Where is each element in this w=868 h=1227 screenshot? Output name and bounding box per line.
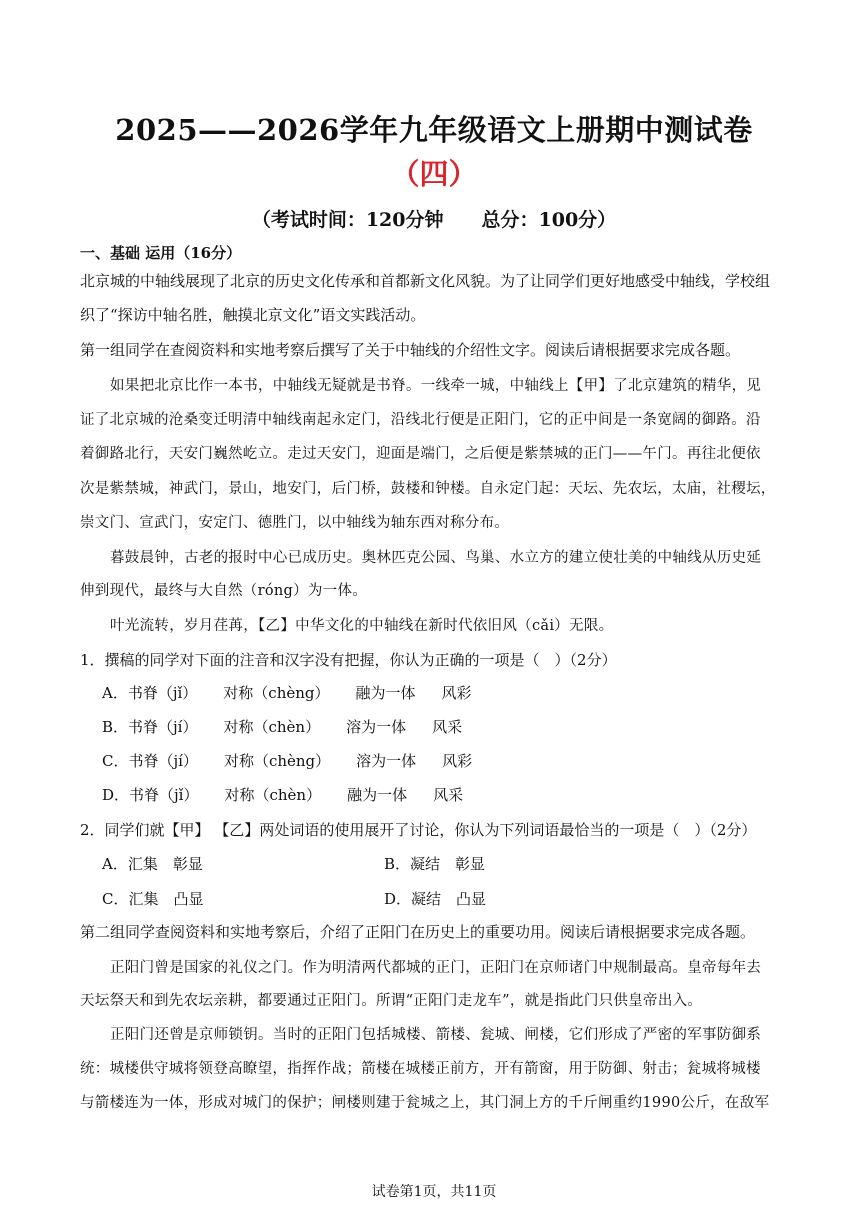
- passage3-line: 叶光流转，岁月荏苒，【乙】中华文化的中轴线在新时代依旧风（cǎi）无限。: [110, 618, 614, 634]
- intro-line-1: 北京城的中轴线展现了北京的历史文化传承和首都新文化风貌。为了让同学们更好地感受中轴线，学校组: [80, 272, 771, 290]
- passage4-line: 天坛祭天和到先农坛亲耕，都要通过正阳门。所谓“正阳门走龙车”，就是指此门只供皇帝出入。: [80, 993, 703, 1009]
- exam-title: 2025——2026学年九年级语文上册期中测试卷: [115, 113, 753, 147]
- section-heading: 一、基础 运用（16分）: [80, 244, 242, 262]
- question-2-stem: 2．同学们就【甲】 【乙】两处词语的使用展开了讨论，你认为下列词语最恰当的一项是（ ）（2分）: [80, 821, 757, 839]
- passage5-line: 正阳门还曾是京师锁钥。当时的正阳门包括城楼、箭楼、瓮城、闸楼，它们形成了严密的军事防御系: [110, 1027, 762, 1043]
- exam-time: （考试时间：120分钟: [251, 209, 444, 231]
- passage2-line: 暮鼓晨钟，古老的报时中心已成历史。奥林匹克公园、鸟巢、水立方的建立使壮美的中轴线从历史延: [110, 550, 762, 566]
- passage5-line: 统：城楼供守城将领登高瞭望，指挥作战；箭楼在城楼正前方，开有箭窗，用于防御、射击；瓮城将城楼: [80, 1061, 761, 1077]
- question-1-option-a: A．书脊（jǐ） 对称（chèng） 融为一体 风彩: [102, 684, 472, 702]
- passage1-line: 着御路北行，天安门巍然屹立。走过天安门，迎面是端门，之后便是紫禁城的正门——午门。再往北便依: [80, 446, 761, 462]
- exam-subtitle: （四）: [390, 157, 478, 191]
- passage5-line: 与箭楼连为一体，形成对城门的保护；闸楼则建于瓮城之上，其门洞上方的千斤闸重约1990公斤，在敌军: [80, 1095, 770, 1111]
- question-2-option-d: D．凝结 凸显: [384, 890, 487, 908]
- passage1-line: 证了北京城的沧桑变迁明清中轴线南起永定门，沿线北行便是正阳门，它的正中间是一条宽阔的御路。沿: [80, 412, 761, 428]
- question-1-option-d: D．书脊（jǐ） 对称（chèn） 融为一体 风采: [102, 786, 464, 804]
- question-2-option-a: A．汇集 彰显: [102, 855, 203, 873]
- passage1-line: 如果把北京比作一本书，中轴线无疑就是书脊。一线牵一城，中轴线上【甲】了北京建筑的精华，见: [110, 378, 762, 394]
- question-1-option-c: C．书脊（jí） 对称（chèng） 溶为一体 风彩: [102, 752, 473, 770]
- group1-instruction: 第一组同学在查阅资料和实地考察后撰写了关于中轴线的介绍性文字。阅读后请根据要求完成各题。: [80, 341, 741, 359]
- group2-instruction: 第二组同学查阅资料和实地考察后，介绍了正阳门在历史上的重要功用。阅读后请根据要求完成各题。: [80, 923, 756, 941]
- question-2-option-b: B．凝结 彰显: [384, 855, 486, 873]
- exam-score: 总分：100分）: [481, 209, 617, 231]
- passage4-line: 正阳门曾是国家的礼仪之门。作为明清两代都城的正门，正阳门在京师诸门中规制最高。皇帝每年去: [110, 960, 762, 976]
- passage1-line: 崇文门、宣武门，安定门、德胜门，以中轴线为轴东西对称分布。: [80, 515, 510, 531]
- page-footer: 试卷第1页，共11页: [371, 1184, 497, 1200]
- question-1-stem: 1．撰稿的同学对下面的注音和汉字没有把握，你认为正确的一项是（ ）（2分）: [80, 651, 617, 669]
- question-2-option-c: C．汇集 凸显: [102, 890, 204, 908]
- passage2-line: 伸到现代，最终与大自然（róng）为一体。: [80, 583, 368, 599]
- question-1-option-b: B．书脊（jí） 对称（chèn） 溶为一体 风采: [102, 718, 463, 736]
- passage1-line: 次是紫禁城，神武门，景山，地安门，后门桥，鼓楼和钟楼。自永定门起：天坛、先农坛，太庙，社稷坛，: [80, 481, 776, 497]
- exam-info: [0, 205, 868, 232]
- intro-line-2: 织了“探访中轴名胜，触摸北京文化”语文实践活动。: [80, 306, 426, 324]
